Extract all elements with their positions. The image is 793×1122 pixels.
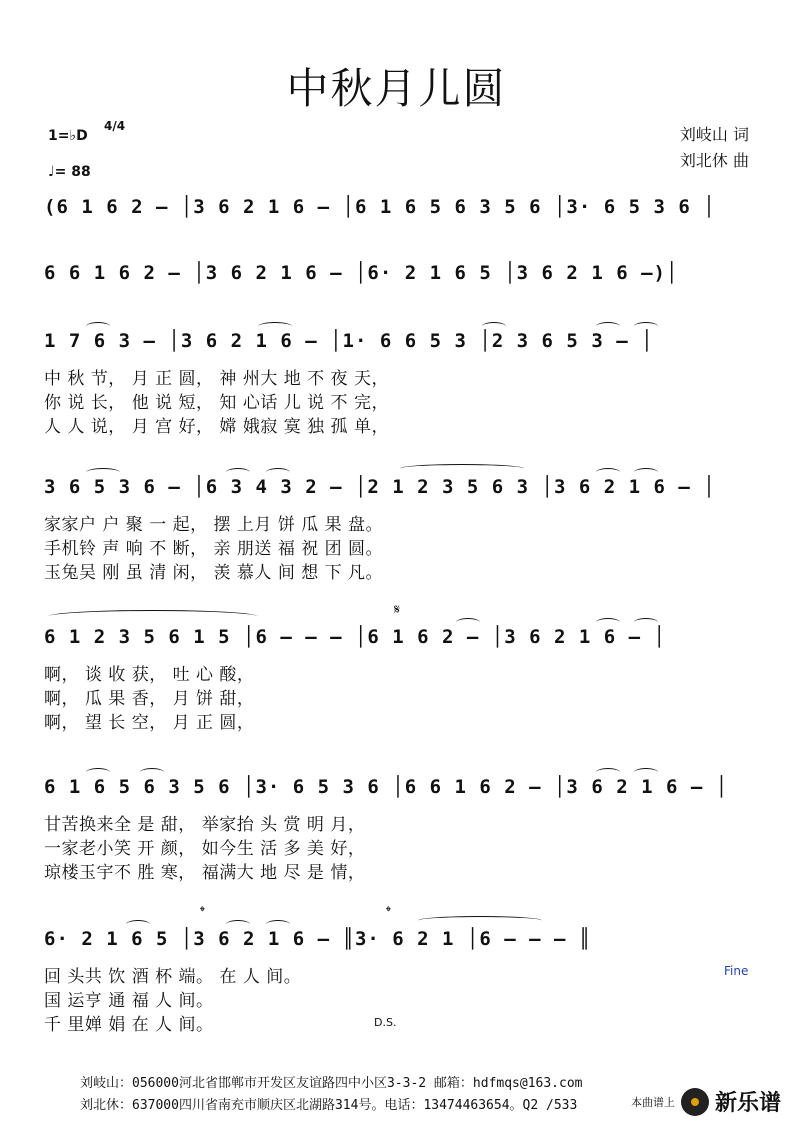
- lyric-verse-2: 一家老小笑 开 颜， 如今生 活 多 美 好，: [44, 839, 366, 859]
- lyricist-credit: 刘岐山 词: [679, 125, 749, 144]
- notation-line: 3 6 5 3 6 – │6 3 4 3 2 – │2 1 2 3 5 6 3 │3 6 2 1 6 – │: [44, 476, 716, 498]
- lyric-verse-1: 中 秋 节， 月 正 圆， 神 州大 地 不 夜 天，: [44, 369, 389, 389]
- slur: [418, 916, 542, 925]
- lyric-verse-2: 国 运亨 通 福 人 间。: [44, 991, 214, 1011]
- notation-line: 6 1 2 3 5 6 1 5 │6 – – – │6 1 6 2 – │3 6 2 1 6 – │: [44, 626, 666, 648]
- lyric-verse-3: 千 里婵 娟 在 人 间。: [44, 1015, 214, 1035]
- notation-line: 6 6 1 6 2 – │3 6 2 1 6 – │6· 2 1 6 5 │3 6 2 1 6 –)│: [44, 262, 679, 284]
- lyric-verse-2: 手机铃 声 响 不 断， 亲 朋送 福 祝 团 圆。: [44, 539, 384, 559]
- slur: [400, 464, 524, 473]
- brand-name: 新乐谱: [714, 1091, 781, 1116]
- footer-contact-lyricist: 刘岐山：056000河北省邯郸市开发区友谊路四中小区3-3-2 邮箱：hdfmqs@163.com: [80, 1076, 583, 1091]
- record-disc-icon: [681, 1088, 709, 1116]
- composer-credit: 刘北休 曲: [679, 151, 749, 170]
- lyric-verse-3: 玉兔吴 刚 虽 清 闲， 羡 慕人 间 想 下 凡。: [44, 563, 384, 583]
- fine-marking: Fine: [724, 964, 749, 978]
- time-signature: [104, 119, 126, 133]
- uploader-label: 本曲谱上: [630, 1095, 675, 1109]
- lyric-verse-3: 人 人 说， 月 宫 好， 嫦 娥寂 寞 独 孤 单，: [44, 417, 389, 437]
- lyric-verse-3: 啊， 望 长 空， 月 正 圆，: [44, 713, 255, 733]
- brand-logo[interactable]: [631, 1086, 781, 1117]
- key-signature: 1=♭D: [48, 128, 88, 144]
- notation-line: (6 1 6 2 – │3 6 2 1 6 – │6 1 6 5 6 3 5 6 │3· 6 5 3 6 │: [44, 196, 716, 218]
- time-signature-value: 4/4: [104, 119, 126, 133]
- lyric-verse-2: 你 说 长， 他 说 短， 知 心话 儿 说 不 完，: [44, 393, 389, 413]
- tempo-marking: ♩= 88: [48, 164, 91, 180]
- coda-sign: 𝄌: [200, 904, 205, 920]
- lyric-verse-1: 回 头共 饮 酒 杯 端。 在 人 间。: [44, 967, 302, 987]
- notation-line: 6· 2 1 6 5 │3 6 2 1 6 – ║3· 6 2 1 │6 – – – ║: [44, 928, 592, 950]
- lyric-verse-1: 甘苦换来全 是 甜， 举家抬 头 赏 明 月，: [44, 815, 366, 835]
- ds-marking: D.S.: [374, 1016, 397, 1029]
- slur: [48, 610, 258, 623]
- segno-sign: 𝄋: [394, 602, 401, 618]
- lyric-verse-3: 琼楼玉宇不 胜 寒， 福满大 地 尽 是 情，: [44, 863, 366, 883]
- lyric-verse-1: 啊， 谈 收 获， 吐 心 酸，: [44, 665, 255, 685]
- notation-line: 1 7 6 3 – │3 6 2 1 6 – │1· 6 6 5 3 │2 3 6 5 3 – │: [44, 330, 654, 352]
- song-title: 中秋月儿圆: [286, 64, 507, 113]
- coda-sign: 𝄌: [386, 904, 391, 920]
- lyric-verse-2: 啊， 瓜 果 香， 月 饼 甜，: [44, 689, 255, 709]
- lyric-verse-1: 家家户 户 聚 一 起， 摆 上月 饼 瓜 果 盘。: [44, 515, 384, 535]
- footer-contact-composer: 刘北休：637000四川省南充市顺庆区北湖路314号。电话：13474463654。Q2 /533: [80, 1098, 578, 1113]
- notation-line: 6 1 6 5 6 3 5 6 │3· 6 5 3 6 │6 6 1 6 2 – │3 6 2 1 6 – │: [44, 776, 729, 798]
